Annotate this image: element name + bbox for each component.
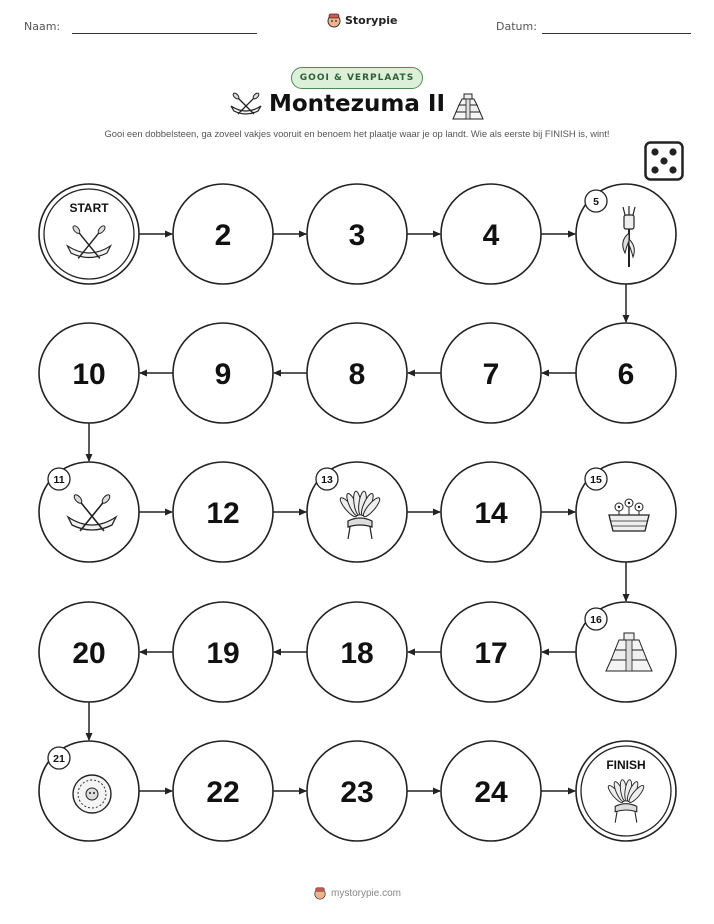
board-cell-2[interactable] bbox=[173, 184, 273, 284]
board-cell-14[interactable] bbox=[441, 462, 541, 562]
board-cell-6[interactable] bbox=[576, 323, 676, 423]
cell-number-badge bbox=[316, 468, 338, 490]
svg-text:21: 21 bbox=[53, 753, 65, 765]
board-cell-22[interactable] bbox=[173, 741, 273, 841]
footer bbox=[0, 886, 714, 900]
date-label: Datum: bbox=[496, 20, 537, 33]
board-cells bbox=[39, 184, 676, 841]
svg-text:15: 15 bbox=[590, 474, 602, 486]
page-title: Montezuma II bbox=[268, 91, 446, 117]
brand-name: Storypie bbox=[345, 13, 398, 27]
cell-number: 12 bbox=[206, 497, 240, 530]
cell-number: 4 bbox=[482, 219, 500, 252]
aztec-calendar-icon bbox=[73, 775, 111, 813]
storypie-mascot-icon bbox=[313, 886, 327, 900]
board-cell-11[interactable] bbox=[39, 462, 139, 562]
cell-number: 7 bbox=[482, 358, 500, 391]
cell-number: 6 bbox=[617, 358, 635, 391]
cell-number: 17 bbox=[474, 637, 508, 670]
cell-number: 24 bbox=[474, 776, 508, 809]
board-cell-7[interactable] bbox=[441, 323, 541, 423]
cell-number: 10 bbox=[72, 358, 106, 391]
cell-number-badge bbox=[48, 747, 70, 769]
finish-cell[interactable] bbox=[576, 741, 676, 841]
cell-number: 22 bbox=[206, 776, 240, 809]
activity-badge: GOOI & VERPLAATS bbox=[291, 67, 423, 89]
board-cell-23[interactable] bbox=[307, 741, 407, 841]
cell-number: 3 bbox=[348, 219, 366, 252]
cell-number: 14 bbox=[474, 497, 508, 530]
board-cell-21[interactable] bbox=[39, 741, 139, 841]
start-label: START bbox=[69, 201, 109, 215]
svg-text:5: 5 bbox=[593, 196, 599, 208]
cell-number-badge bbox=[48, 468, 70, 490]
cell-number: 18 bbox=[340, 637, 374, 670]
instructions-text: Gooi een dobbelsteen, ga zoveel vakjes vooruit en benoem het plaatje waar je op landt. Wie als eerste bij FINISH is, wint! bbox=[104, 128, 610, 139]
svg-text:16: 16 bbox=[590, 614, 602, 626]
cell-number-badge bbox=[585, 468, 607, 490]
board-cell-19[interactable] bbox=[173, 602, 273, 702]
board-cell-13[interactable] bbox=[307, 462, 407, 562]
cell-number-badge bbox=[585, 608, 607, 630]
svg-text:13: 13 bbox=[321, 474, 333, 486]
board-cell-20[interactable] bbox=[39, 602, 139, 702]
cell-number: 20 bbox=[72, 637, 106, 670]
cell-number: 23 bbox=[340, 776, 374, 809]
board-cell-15[interactable] bbox=[576, 462, 676, 562]
cell-number: 8 bbox=[348, 358, 366, 391]
board-cell-9[interactable] bbox=[173, 323, 273, 423]
board-cell-5[interactable] bbox=[576, 184, 676, 284]
board-cell-8[interactable] bbox=[307, 323, 407, 423]
start-cell[interactable] bbox=[39, 184, 139, 284]
board-cell-16[interactable] bbox=[576, 602, 676, 702]
cell-number: 2 bbox=[214, 219, 232, 252]
board-cell-12[interactable] bbox=[173, 462, 273, 562]
finish-label: FINISH bbox=[606, 758, 646, 772]
board-cell-17[interactable] bbox=[441, 602, 541, 702]
board-cell-10[interactable] bbox=[39, 323, 139, 423]
footer-url[interactable]: mystorypie.com bbox=[330, 887, 401, 899]
board-cell-3[interactable] bbox=[307, 184, 407, 284]
board-cell-4[interactable] bbox=[441, 184, 541, 284]
board-cell-24[interactable] bbox=[441, 741, 541, 841]
board-cell-18[interactable] bbox=[307, 602, 407, 702]
svg-text:11: 11 bbox=[53, 474, 65, 486]
cell-number-badge bbox=[585, 190, 607, 212]
cell-number: 19 bbox=[206, 637, 240, 670]
name-label: Naam: bbox=[24, 20, 61, 33]
cell-number: 9 bbox=[214, 358, 232, 391]
